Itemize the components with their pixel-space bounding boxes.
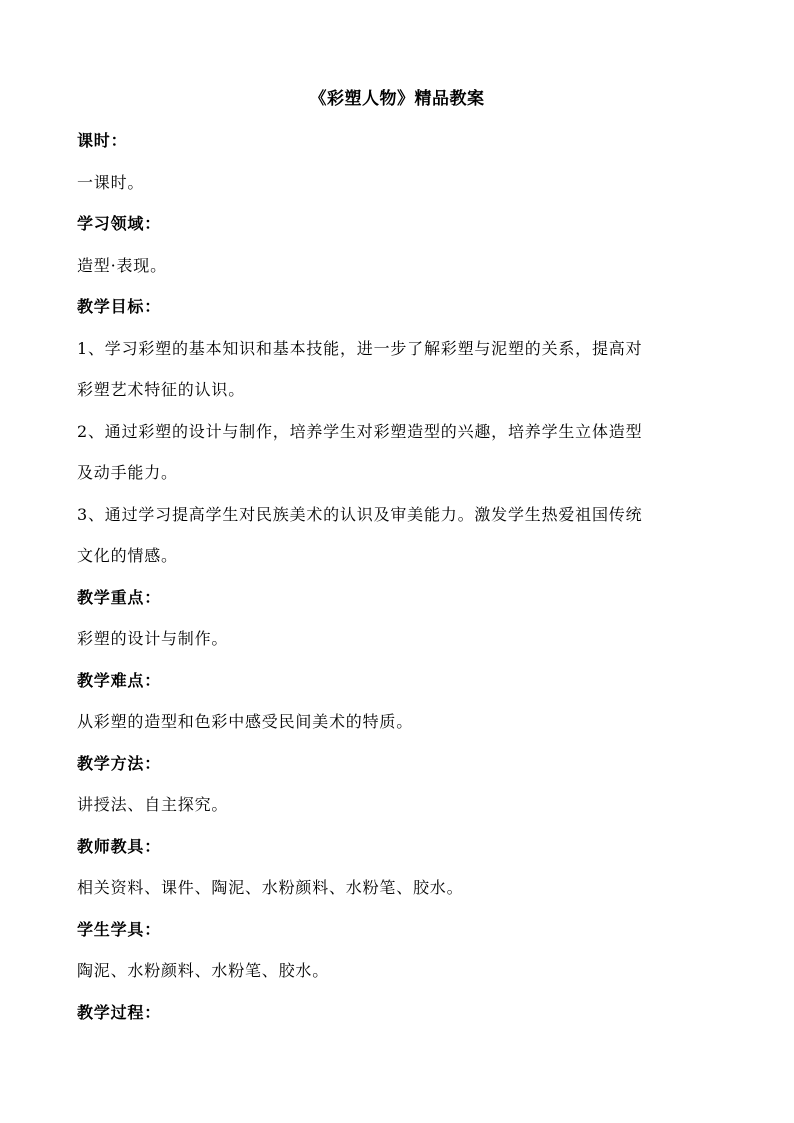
goal-line: 1、学习彩塑的基本知识和基本技能，进一步了解彩塑与泥塑的关系，提高对: [77, 339, 643, 358]
section-heading-teacher-tools: 教师教具：: [77, 837, 162, 856]
goal-line: 及动手能力。: [77, 463, 178, 482]
section-heading-learning-domain: 学习领域：: [77, 214, 162, 233]
section-heading-teaching-process: 教学过程：: [77, 1003, 162, 1022]
section-text-methods: 讲授法、自主探究。: [77, 795, 229, 814]
goal-line: 2、通过彩塑的设计与制作，培养学生对彩塑造型的兴趣，培养学生立体造型: [77, 422, 643, 441]
goal-line: 文化的情感。: [77, 546, 178, 565]
section-heading-difficulties: 教学难点：: [77, 671, 162, 690]
section-text-key-points: 彩塑的设计与制作。: [77, 629, 229, 648]
section-text-lesson-hours: 一课时。: [77, 173, 145, 192]
section-text-learning-domain: 造型·表现。: [77, 256, 167, 275]
section-text-student-tools: 陶泥、水粉颜料、水粉笔、胶水。: [77, 961, 330, 980]
section-heading-teaching-goals: 教学目标：: [77, 297, 162, 316]
section-heading-student-tools: 学生学具：: [77, 920, 162, 939]
goal-line: 3、通过学习提高学生对民族美术的认识及审美能力。激发学生热爱祖国传统: [77, 505, 643, 524]
section-heading-methods: 教学方法：: [77, 754, 162, 773]
section-heading-key-points: 教学重点：: [77, 588, 162, 607]
section-heading-lesson-hours: 课时：: [77, 131, 128, 150]
section-text-difficulties: 从彩塑的造型和色彩中感受民间美术的特质。: [77, 712, 414, 731]
document-title: 《彩塑人物》精品教案: [309, 89, 485, 109]
goal-line: 彩塑艺术特征的认识。: [77, 380, 246, 399]
section-text-teacher-tools: 相关资料、课件、陶泥、水粉颜料、水粉笔、胶水。: [77, 878, 464, 897]
